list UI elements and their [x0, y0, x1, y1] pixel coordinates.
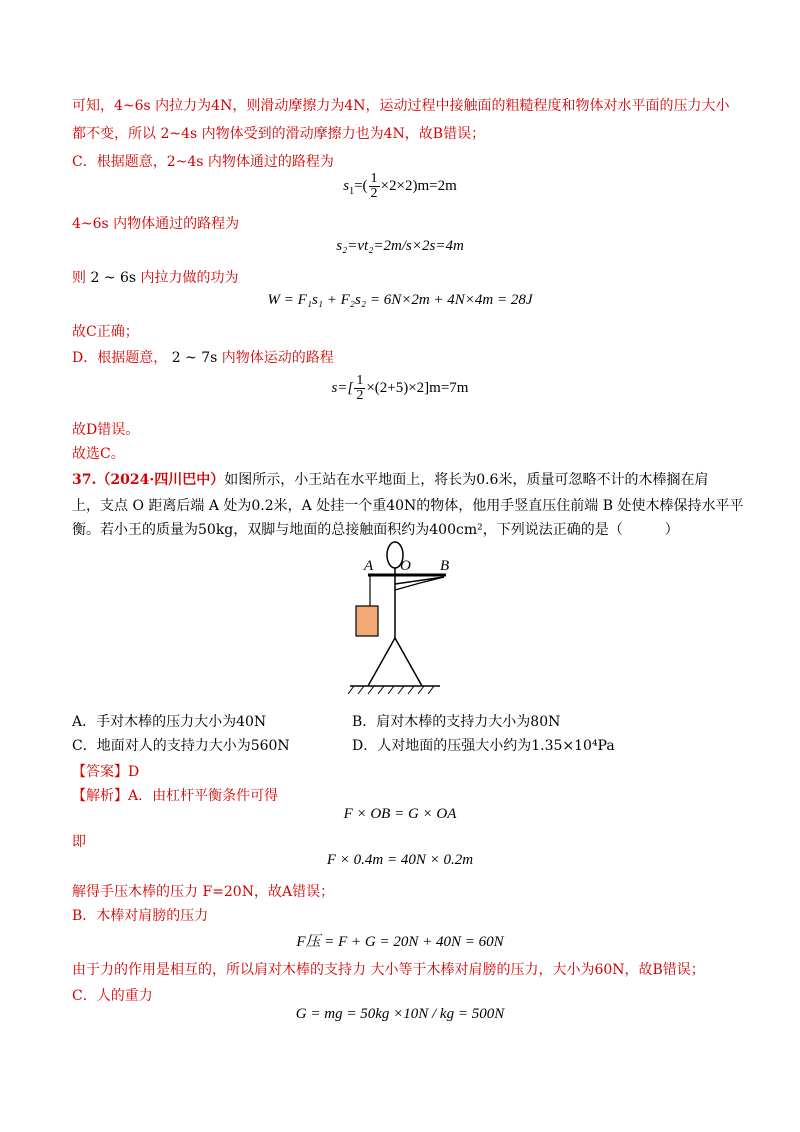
text-line: 4~6s 内物体通过的路程为 [72, 216, 240, 232]
question-line: 37.（2024·四川巴中）如图所示，小王站在水平地面上，将长为0.6米，质量可忽略不计的木棒搁在肩 [72, 472, 709, 488]
text-line: D．根据题意， 2 ~ 7s 内物体运动的路程 [72, 350, 334, 366]
option-a: A．手对木棒的压力大小为40N [72, 714, 267, 730]
text-line: 故D错误。 [72, 422, 140, 438]
question-number: 37. [72, 472, 97, 488]
equation-s-total: s=[ $\frac{1}{2}$ ×(2+5)×2]m=7m [331, 373, 469, 403]
equation-gravity: G = mg = 50kg ×10N / kg = 500N [295, 1006, 505, 1022]
text-line: 可知，4~6s 内拉力为4N，则滑动摩擦力为4N，运动过程中接触面的粗糙程度和物体对水平面的压力大小 [72, 98, 730, 114]
equation-s2: s₂=vt₂=2m/s×2s=4m [336, 238, 464, 254]
text-line: 故选C。 [72, 446, 125, 462]
equation-work: W = F₁s₁ + F₂s₂ = 6N×2m + 4N×4m = 28J [267, 292, 533, 308]
option-b: B．肩对木棒的支持力大小为80N [352, 714, 561, 730]
label-o: O [400, 558, 411, 574]
option-c: C．地面对人的支持力大小为560N [72, 738, 290, 754]
question-line: 衡。若小王的质量为50kg，双脚与地面的总接触面积约为400cm²，下列说法正确的是（ ） [72, 522, 679, 538]
equation-balance-values: F × 0.4m = 40N × 0.2m [326, 852, 474, 868]
lever-figure [340, 538, 470, 698]
weight-box [356, 606, 378, 636]
text-line: 则 2 ~ 6s 内拉力做的功为 [72, 270, 239, 286]
answer-label: 【答案】D [72, 764, 140, 780]
text-line: 由于力的作用是相互的，所以肩对木棒的支持力 大小等于木棒对肩膀的压力，大小为60N，故B错误； [72, 962, 705, 978]
text-line: B．木棒对肩膀的压力 [72, 908, 209, 924]
text-line: 解得手压木棒的压力 F=20N，故A错误； [72, 884, 335, 900]
text-line: 故C正确； [72, 324, 139, 340]
text-line: C．人的重力 [72, 988, 153, 1004]
equation-s1: $s_1=$( $\frac{1}{2}$ ×2×2)m=2m [343, 171, 457, 201]
option-d: D．人对地面的压强大小约为1.35×10⁴Pa [352, 738, 615, 754]
equation-pressure-force: F压 = F + G = 20N + 40N = 60N [296, 934, 504, 950]
analysis-heading: 【解析】A．由杠杆平衡条件可得 [72, 788, 279, 804]
question-source: （2024·四川巴中） [96, 472, 225, 488]
text-line: C．根据题意，2~4s 内物体通过的路程为 [72, 154, 334, 170]
question-line: 上，支点 O 距离后端 A 处为0.2米，A 处挂一个重40N的物体，他用手竖直压住前端 B 处使木棒保持水平平 [72, 498, 744, 514]
label-a: A [364, 558, 374, 574]
text-line: 即 [72, 834, 86, 850]
text-line: 都不变，所以 2~4s 内物体受到的滑动摩擦力也为4N，故B错误； [72, 126, 486, 142]
label-b: B [440, 558, 450, 574]
equation-balance: F × OB = G × OA [343, 806, 457, 822]
